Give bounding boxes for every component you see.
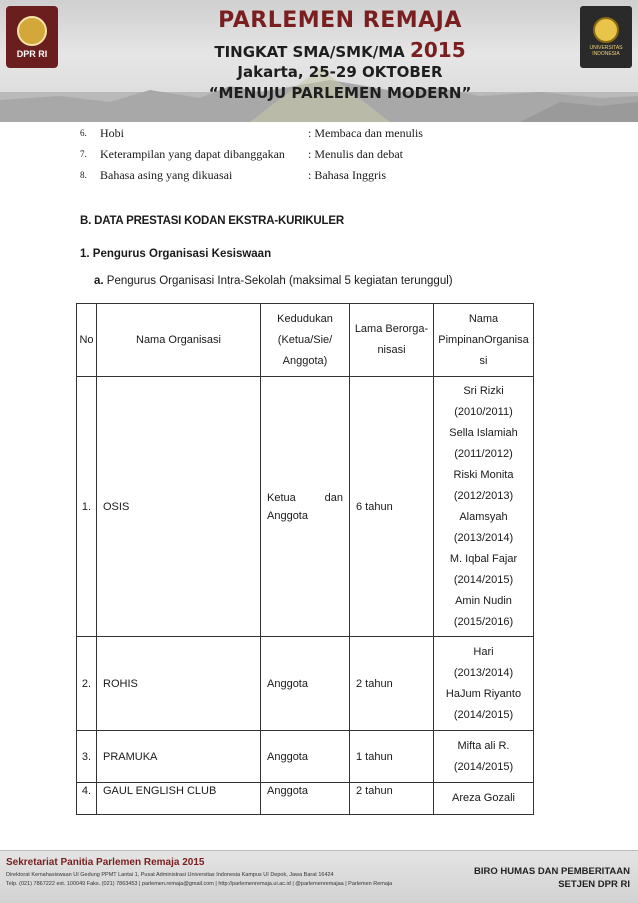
organization-name: PRAMUKA bbox=[97, 731, 261, 783]
garuda-emblem-icon bbox=[17, 16, 47, 46]
position-cell: Anggota bbox=[261, 731, 350, 783]
header-position bbox=[261, 304, 350, 377]
field-label: Hobi bbox=[100, 126, 124, 140]
leader-entry: Mifta ali R. bbox=[457, 739, 510, 752]
leader-entry: (2010/2011) bbox=[454, 405, 513, 418]
header-duration-line: nisasi bbox=[377, 344, 406, 356]
event-level-text: TINGKAT SMA/SMK/MA bbox=[214, 43, 405, 61]
makara-emblem-icon bbox=[593, 17, 619, 43]
field-value: : Bahasa Inggris bbox=[308, 168, 386, 182]
row-number: 3. bbox=[77, 731, 97, 783]
duration-cell: 6 tahun bbox=[350, 377, 434, 637]
header-leader bbox=[434, 304, 534, 377]
header-leader-line: PimpinanOrganisa bbox=[438, 333, 529, 346]
table-row bbox=[77, 731, 534, 783]
field-number: 6. bbox=[80, 128, 87, 138]
field-row-hobi bbox=[80, 124, 600, 142]
header-leader-line: Nama bbox=[468, 312, 499, 325]
subsection-1-heading: 1. Pengurus Organisasi Kesiswaan bbox=[80, 248, 272, 260]
dpr-ri-label: DPR RI bbox=[16, 48, 48, 59]
ui-label: UNIVERSITAS INDONESIA bbox=[589, 45, 623, 57]
event-title: PARLEMEN REMAJA bbox=[218, 8, 462, 33]
position-word: Ketua bbox=[267, 491, 296, 504]
universitas-indonesia-logo bbox=[580, 6, 632, 68]
footer-contact: Telp. (021) 7867222 ext. 100049 Faks. (021) 7863453 | parlemen.remaja@gmail.com | http://parlemenremaja.ui.ac.id | @parlemenremajaa | Parlemen Remaja bbox=[6, 881, 393, 887]
leader-entry: (2014/2015) bbox=[453, 708, 514, 721]
event-theme: “MENUJU PARLEMEN MODERN” bbox=[208, 84, 472, 102]
header-duration-line: Lama Berorga- bbox=[354, 323, 429, 335]
header-position-line: Kedudukan bbox=[277, 312, 333, 325]
event-date-location: Jakarta, 25-29 OKTOBER bbox=[237, 63, 443, 81]
position-line: Anggota bbox=[267, 509, 308, 522]
position-cell bbox=[261, 377, 350, 637]
field-row-keterampilan bbox=[80, 145, 600, 163]
leader-entry: Alamsyah bbox=[459, 510, 508, 523]
header-name: Nama Organisasi bbox=[97, 304, 261, 377]
table-row bbox=[77, 783, 534, 815]
header-no: No bbox=[77, 304, 97, 377]
leaders-cell bbox=[434, 731, 534, 783]
leader-entry: Sella Islamiah bbox=[449, 426, 518, 439]
duration-cell: 2 tahun bbox=[350, 783, 434, 815]
organization-name: OSIS bbox=[97, 377, 261, 637]
leaders-cell bbox=[434, 377, 534, 637]
footer-bureau: BIRO HUMAS DAN PEMBERITAAN bbox=[473, 866, 630, 877]
leader-entry: (2013/2014) bbox=[453, 531, 514, 544]
section-b-heading: B. DATA PRESTASI KODAN EKSTRA-KURIKULER bbox=[80, 215, 344, 227]
header-duration bbox=[350, 304, 434, 377]
leader-entry: M. Iqbal Fajar bbox=[449, 552, 518, 565]
footer-title: Sekretariat Panitia Parlemen Remaja 2015 bbox=[6, 857, 205, 868]
row-number: 4. bbox=[77, 783, 97, 815]
leaders-cell bbox=[434, 783, 534, 815]
header-position-line: (Ketua/Sie/ bbox=[277, 333, 333, 346]
event-year: 2015 bbox=[409, 38, 466, 62]
event-level bbox=[210, 38, 470, 62]
duration-cell: 1 tahun bbox=[350, 731, 434, 783]
header-position-line: Anggota) bbox=[282, 354, 328, 367]
table-row bbox=[77, 377, 534, 637]
field-row-bahasa bbox=[80, 166, 600, 184]
leader-entry: (2013/2014) bbox=[453, 666, 514, 679]
row-number: 1. bbox=[77, 377, 97, 637]
leader-entry: (2012/2013) bbox=[453, 489, 514, 502]
field-value: : Membaca dan menulis bbox=[308, 126, 423, 140]
position-line bbox=[267, 492, 343, 504]
leader-entry: HaJum Riyanto bbox=[445, 687, 522, 700]
field-number: 7. bbox=[80, 149, 87, 159]
footer-address: Direktorat Kemahasiswaan UI Gedung PPMT Lantai 1, Pusat Administrasi Universitas Indonesia Kampus UI Depok, Jawa Barat 16424 bbox=[6, 872, 334, 878]
leader-entry: Sri Rizki bbox=[463, 384, 504, 397]
organization-name: ROHIS bbox=[97, 637, 261, 731]
table-row bbox=[77, 637, 534, 731]
leader-entry: Hari bbox=[473, 645, 494, 658]
field-number: 8. bbox=[80, 170, 87, 180]
subsection-a-letter: a. bbox=[94, 275, 104, 287]
row-number: 2. bbox=[77, 637, 97, 731]
organization-name: GAUL ENGLISH CLUB bbox=[97, 783, 261, 815]
dpr-ri-logo bbox=[6, 6, 58, 68]
position-word: dan bbox=[324, 491, 343, 504]
header-banner bbox=[0, 0, 638, 122]
leader-entry: (2015/2016) bbox=[453, 615, 514, 628]
duration-cell: 2 tahun bbox=[350, 637, 434, 731]
field-label: Keterampilan yang dapat dibanggakan bbox=[100, 147, 285, 161]
position-cell: Anggota bbox=[261, 783, 350, 815]
field-label: Bahasa asing yang dikuasai bbox=[100, 168, 233, 182]
field-value: : Menulis dan debat bbox=[308, 147, 403, 161]
subsection-a-text: Pengurus Organisasi Intra-Sekolah (maksimal 5 kegiatan terunggul) bbox=[103, 275, 453, 287]
leader-entry: Areza Gozali bbox=[452, 792, 515, 804]
footer-secretariat: SETJEN DPR RI bbox=[558, 879, 630, 890]
leader-entry: (2014/2015) bbox=[453, 760, 514, 773]
leader-entry: Riski Monita bbox=[453, 468, 514, 481]
leaders-cell bbox=[434, 637, 534, 731]
header-leader-line: si bbox=[479, 354, 488, 367]
organization-table bbox=[76, 303, 534, 815]
table-header-row bbox=[77, 304, 534, 377]
position-cell: Anggota bbox=[261, 637, 350, 731]
subsection-a-heading bbox=[94, 275, 453, 287]
leader-entry: (2014/2015) bbox=[453, 573, 514, 586]
footer-banner bbox=[0, 850, 638, 903]
leader-entry: (2011/2012) bbox=[454, 447, 513, 460]
leader-entry: Amin Nudin bbox=[455, 594, 512, 607]
